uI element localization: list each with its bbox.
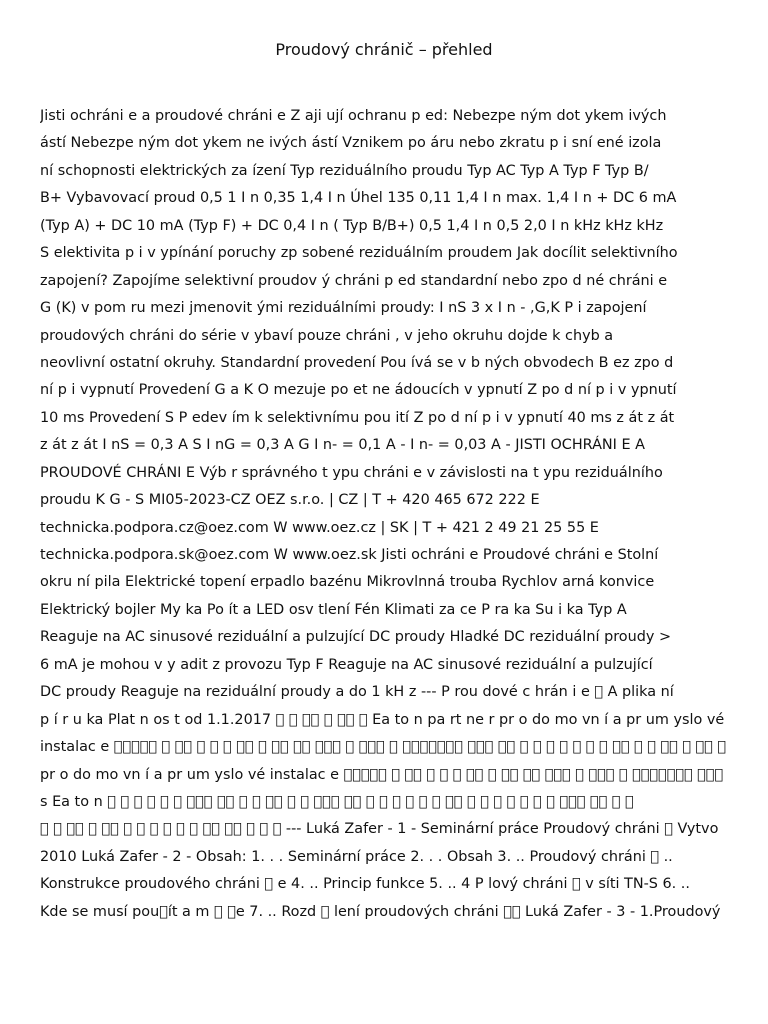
text-line: p í r u ka Plat n os t od 1.1.2017               Ea to n pa rt ne r pr o do mo vn í a pr um yslo vé xyxy=(40,711,725,728)
text-line: ástí Nebezpe ným dot ykem ne ivých ástí Vznikem po áru nebo zkratu p i sní ené izola xyxy=(40,135,662,152)
document-body xyxy=(40,103,768,926)
text-line: Jisti ochráni e a proudové chráni e Z aji ují ochranu p ed: Nebezpe ným dot ykem ivých xyxy=(40,108,667,124)
text-line: ní schopnosti elektrických za ízení Typ reziduálního proudu Typ AC Typ A Typ F Typ B/ xyxy=(40,162,649,179)
text-line: Elektrický bojler My ka Po ít a LED osv tlení Fén Klimati za ce P ra ka Su i ka Typ A xyxy=(40,601,627,618)
text-line: Kde se musí pou ít a m    e 7. .. Rozd   lení proudových chráni    Luká Zafer - 3 - 1.Proudový xyxy=(40,903,721,920)
text-line: Reaguje na AC sinusové reziduální a pulzující DC proudy Hladké DC reziduální proudy > xyxy=(40,629,672,646)
text-line: technicka.podpora.sk@oez.com W www.oez.sk Jisti ochráni e Proudové chráni e Stolní xyxy=(40,547,659,563)
text-line: neovlivní ostatní okruhy. Standardní provedení Pou ívá se v b ných obvodech B ez zpo d xyxy=(40,354,674,371)
text-line: z át z át I nS = 0,3 A S I nG = 0,3 A G I n- = 0,1 A - I n- = 0,03 A - JISTI OCHRÁNI E A xyxy=(40,437,646,454)
text-line: 6 mA je mohou v y adit z provozu Typ F Reaguje na AC sinusové reziduální a pulzující xyxy=(40,656,653,673)
text-line: zapojení? Zapojíme selektivní proudov ý chráni p ed standardní nebo zpo d né chráni e xyxy=(40,272,668,289)
text-line: s Ea to n                                                                              xyxy=(40,793,634,810)
text-line: proudu K G - S MI05-2023-CZ OEZ s.r.o. | CZ | T + 420 465 672 222 E xyxy=(40,492,540,509)
text-line: technicka.podpora.cz@oez.com W www.oez.cz | SK | T + 421 2 49 21 25 55 E xyxy=(40,519,599,536)
text-line: G (K) v pom ru mezi jmenovit ými reziduálními proudy: I nS 3 x I n - ,G,K P i zapojení xyxy=(40,300,647,317)
text-line:                                     --- Luká Zafer - 1 - Seminární práce Proudový chráni   Vytvo xyxy=(40,821,719,838)
text-line: ní p i vypnutí Provedení G a K O mezuje po et ne ádoucích v ypnutí Z po d ní p i v ypnutí xyxy=(40,382,677,399)
text-line: PROUDOVÉ CHRÁNI E Výb r správného t ypu chráni e v závislosti na t ypu reziduálního xyxy=(40,464,663,481)
text-line: B+ Vybavovací proud 0,5 1 I n 0,35 1,4 I n Úhel 135 0,11 1,4 I n max. 1,4 I n + DC 6 mA xyxy=(40,190,677,207)
text-line: instalac e                                                                                       xyxy=(40,739,727,756)
text-line: okru ní pila Elektrické topení erpadlo bazénu Mikrovlnná trouba Rychlov arná konvice xyxy=(40,574,655,591)
text-line: (Typ A) + DC 10 mA (Typ F) + DC 0,4 I n ( Typ B/B+) 0,5 1,4 I n 0,5 2,0 I n kHz kHz kHz xyxy=(40,217,664,234)
text-line: Konstrukce proudového chráni   e 4. .. Princip funkce 5. .. 4 P lový chráni   v síti TN-S 6. .. xyxy=(40,876,690,893)
text-line: pr o do mo vn í a pr um yslo vé instalac e                                                     xyxy=(40,766,724,783)
text-line: 10 ms Provedení S P edev ím k selektivnímu pou ití Z po d ní p i v ypnutí 40 ms z át z át xyxy=(40,409,675,426)
text-line: proudových chráni do série v ybaví pouze chráni , v jeho okruhu dojde k chyb a xyxy=(40,327,614,344)
text-line: S elektivita p i v ypínání poruchy zp sobené reziduálním proudem Jak docílit selektivního xyxy=(40,245,678,262)
text-line: 2010 Luká Zafer - 2 - Obsah: 1. . . Seminární práce 2. . . Obsah 3. .. Proudový chráni   .. xyxy=(40,848,673,865)
text-line: DC proudy Reaguje na reziduální proudy a do 1 kH z --- P rou dové c hrán i e   A plika ní xyxy=(40,684,674,701)
document-title: Proudový chránič – přehled xyxy=(275,40,493,59)
